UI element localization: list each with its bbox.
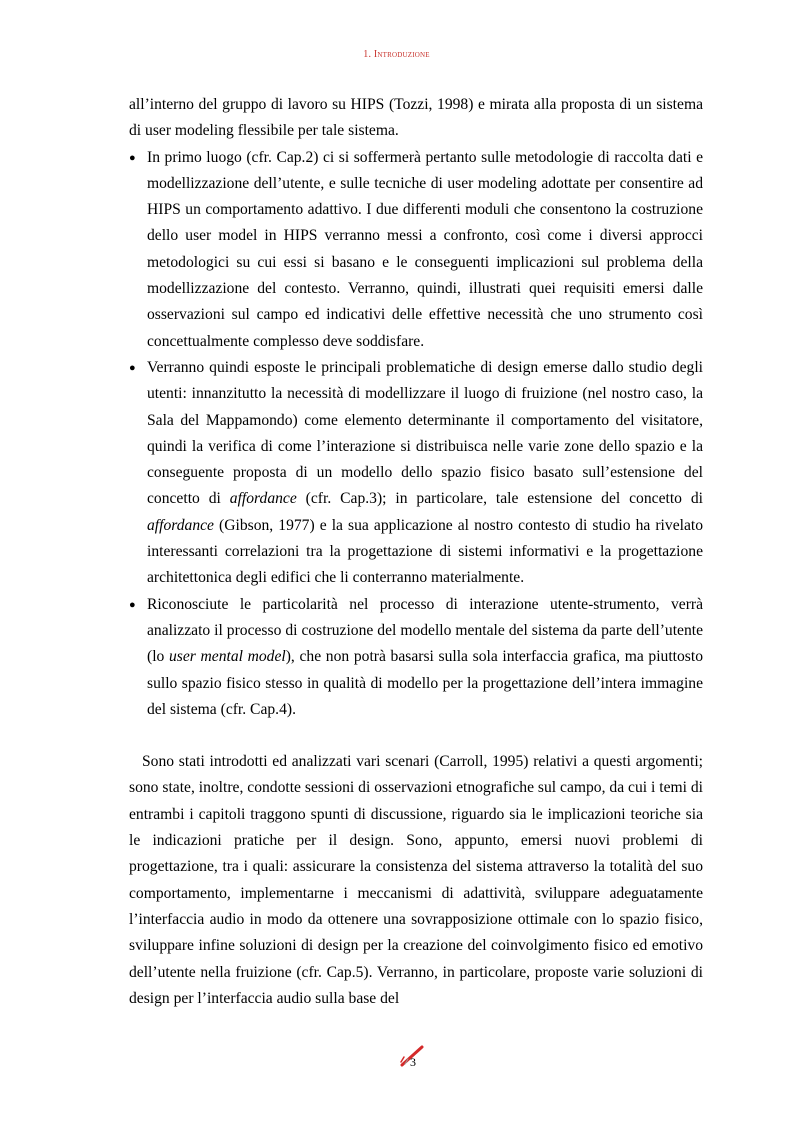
b2-text-3: (Gibson, 1977) e la sua applicazione al nostro contesto di studio ha rivelato interessanti correlazioni tra la progettazione di sistemi informativi e la progettazione architettonica degli edifici che li conterranno materialmente. [147, 516, 703, 587]
chapter-overview-list [129, 145, 703, 724]
intro-text-1: all’interno del gruppo di lavoro su [129, 96, 351, 113]
user-mental-model-term: user mental model [169, 648, 286, 666]
page-body [129, 92, 703, 1012]
b1-text-1: In primo luogo (cfr. Cap.2) ci si soffermerà pertanto sulle metodologie di raccolta dati e modellizzazione dell’utente, e sulle tecniche di user modeling adottate per consentire ad [147, 148, 703, 192]
b1-text-2: un comportamento adattivo. I due differenti moduli che consentono la costruzione dello user model in [147, 201, 703, 245]
intro-paragraph [129, 92, 703, 145]
list-item [129, 592, 703, 723]
chapter-title: Introduzione [373, 49, 430, 60]
intro-text-2: (Tozzi, 1998) e mirata alla proposta di un sistema di user modeling flessibile per tale sistema. [129, 96, 703, 140]
list-item [129, 145, 703, 355]
list-item [129, 355, 703, 592]
affordance-term: affordance [229, 490, 297, 508]
hips-term: HIPS [283, 227, 318, 245]
body-paragraph: Sono stati introdotti ed analizzati vari scenari (Carroll, 1995) relativi a questi argomenti; sono state, inoltre, condotte sessioni di osservazioni etnografiche sul campo, da cui i temi di entrambi i capitoli traggono spunti di discussione, riguardo sia le implicazioni teoriche sia le indicazioni pratiche per il design. Sono, appunto, emersi nuovi problemi di progettazione, tra i quali: assicurare la consistenza del sistema attraverso la totalità del suo comportamento, implementarne i meccanismi di adattività, sviluppare adeguatamente l’interfaccia audio in modo da ottenere una sovrapposizione ottimale con lo spazio fisico, sviluppare infine soluzioni di design per la creazione del coinvolgimento fisico ed emotivo dell’utente nella fruizione (cfr. Cap.5). Verranno, in particolare, proposte varie soluzioni di design per l’interfaccia audio sulla base del [129, 753, 703, 1007]
bullet-icon: ● [129, 598, 136, 611]
hips-term: HIPS [350, 96, 385, 113]
b3-text-2: ), che non potrà basarsi sulla sola interfaccia grafica, ma piuttosto sullo spazio fisico stesso in qualità di modello per la progettazione dell’intera immagine del sistema (cfr. Cap.4). [147, 648, 703, 718]
b2-text-2: (cfr. Cap.3); in particolare, tale estensione del concetto di [296, 490, 703, 508]
running-header [0, 49, 793, 60]
page-footer [398, 1043, 438, 1073]
b3-text-1: Riconosciute le particolarità nel processo di interazione utente-strumento, verrà analizzato il processo di costruzione del modello mentale del sistema da parte dell’utente (lo [147, 595, 703, 666]
page-number: 3 [410, 1055, 416, 1069]
b2-text-1: Verranno quindi esposte le principali problematiche di design emerse dallo studio degli utenti: innanzitutto la necessità di modellizzare il luogo di fruizione (nel nostro caso, la Sala del Mappamondo) come elemento determinante il comportamento del visitatore, quindi la verifica di come l’interazione si distribuisca nelle varie zone dello spazio e la conseguente proposta di un modello dello spazio fisico basato sull’estensione del concetto di [147, 358, 703, 508]
affordance-term: affordance [147, 516, 214, 534]
hips-term: HIPS [147, 201, 181, 219]
bullet-icon: ● [129, 361, 136, 374]
bullet-icon: ● [129, 151, 136, 164]
chapter-number: 1. [363, 49, 372, 60]
b1-text-3: verranno messi a confronto, così come i diversi approcci metodologici su cui essi si basano e le conseguenti implicazioni sul problema della modellizzazione del contesto. Verranno, quindi, illustrati quei requisiti emersi dalle osservazioni sul campo ed indicativi delle effettive necessità che uno strumento così concettualmente complesso deve soddisfare. [147, 227, 704, 350]
